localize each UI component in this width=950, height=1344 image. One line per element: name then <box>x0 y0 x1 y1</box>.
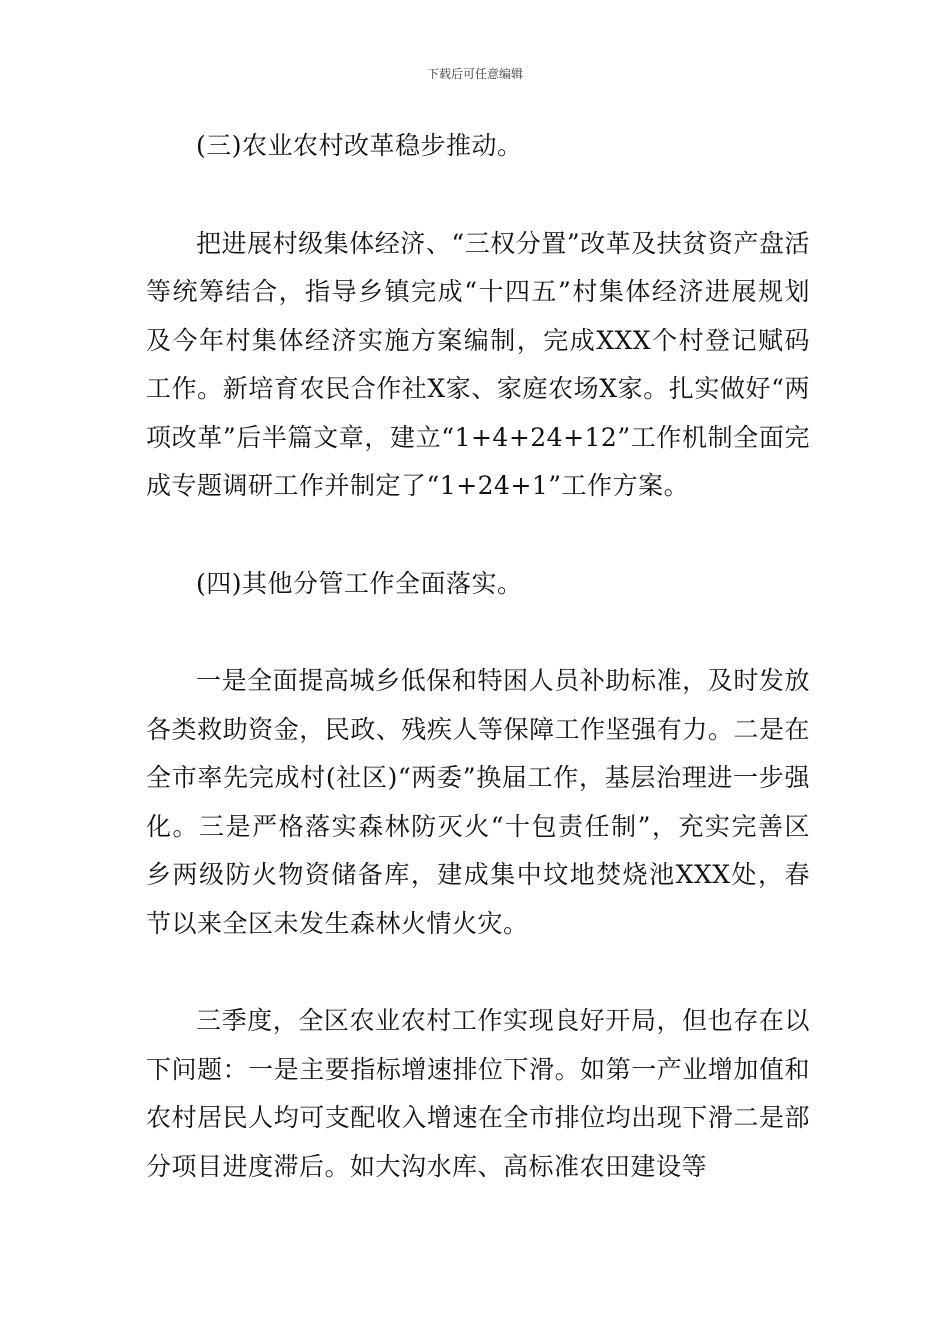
section-4-heading: (四)其他分管工作全面落实。 <box>196 568 523 598</box>
paragraph-spacer <box>146 171 810 220</box>
paragraph-spacer <box>146 511 810 560</box>
paragraph-spacer <box>146 608 810 657</box>
page-header-note: 下载后可任意编辑 <box>426 67 523 81</box>
section-4-paragraph: 一是全面提高城乡低保和特困人员补助标准，及时发放各类救助资金，民政、残疾人等保障工作坚强有力。二是在全市率先完成村(社区)“两委”换届工作，基层治理进一步强化。三是严格落实森林防灭火“十包责任制”，充实完善区乡两级防火物资储备库，建成集中坟地焚烧池XXX处，春节以来全区未发生森林火情火灾。 <box>146 666 810 938</box>
paragraph-spacer <box>146 948 810 997</box>
section-3-paragraph: 把进展村级集体经济、“三权分置”改革及扶贫资产盘活等统筹结合，指导乡镇完成“十四五”村集体经济进展规划及今年村集体经济实施方案编制，完成XXX个村登记赋码工作。新培育农民合作社X家、家庭农场X家。扎实做好“两项改革”后半篇文章，建立“1+4+24+12”工作机制全面完成专题调研工作并制定了“1+24+1”工作方案。 <box>146 228 810 500</box>
section-3-heading: (三)农业农村改革稳步推动。 <box>196 131 523 160</box>
problems-paragraph: 三季度，全区农业农村工作实现良好开局，但也存在以下问题：一是主要指标增速排位下滑。如第一产业增加值和农村居民人均可支配收入增速在全市排位均出现下滑二是部分项目进度滞后。如大沟水库、高标准农田建设等 <box>146 1006 810 1181</box>
document-body <box>146 122 810 1191</box>
